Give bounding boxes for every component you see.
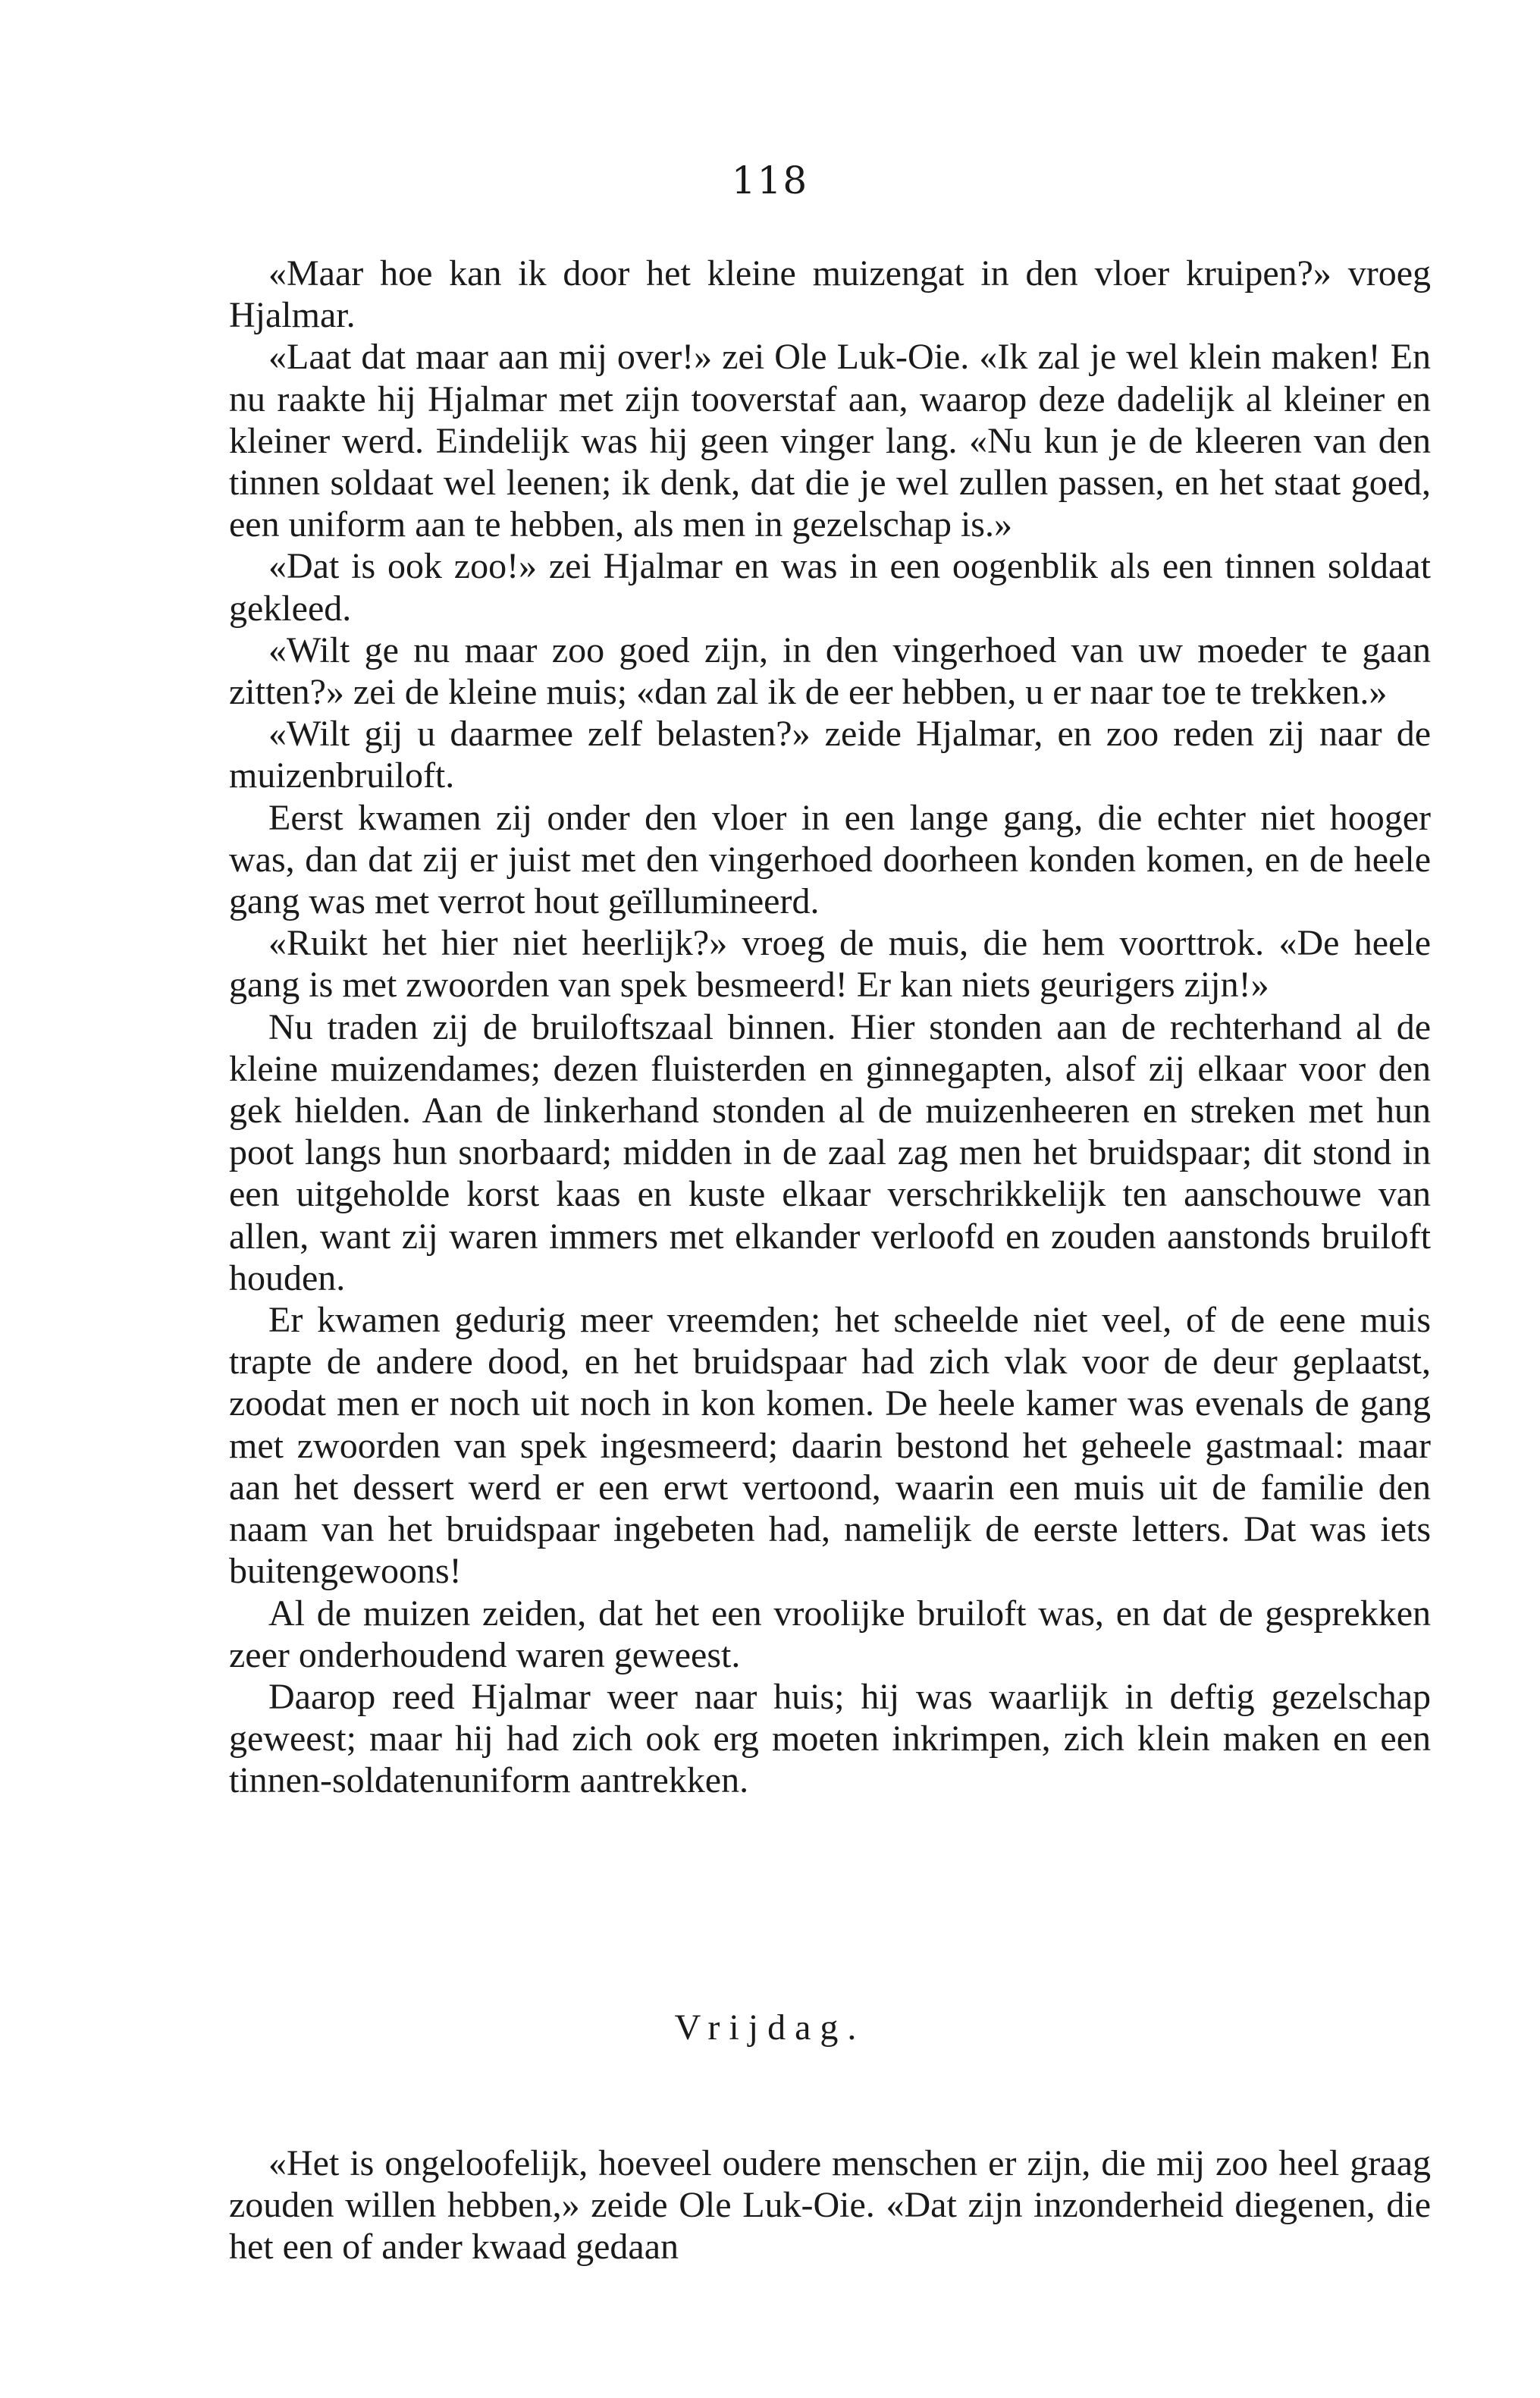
paragraph: «Maar hoe kan ik door het kleine muizengat in den vloer kruipen?» vroeg Hjalmar. — [229, 253, 1431, 336]
paragraph: Nu traden zij de bruiloftszaal binnen. Hier stonden aan de rechterhand al de kleine muizendames; dezen fluisterden en ginnegapten, alsof zij elkaar voor den gek hielden. Aan de linkerhand stonden al de muizenheeren en streken met hun poot langs hun snorbaard; midden in de zaal zag men het bruidspaar; dit stond in een uitgeholde korst kaas en kuste elkaar verschrikkelijk ten aanschouwe van allen, want zij waren immers met elkander verloofd en zouden aanstonds bruiloft houden. — [229, 1006, 1431, 1298]
paragraph: Daarop reed Hjalmar weer naar huis; hij was waarlijk in deftig gezelschap geweest; maar hij had zich ook erg moeten inkrimpen, zich klein maken en een tinnen-soldatenuniform aantrekken. — [229, 1676, 1431, 1801]
body-text — [229, 253, 1431, 1802]
paragraph: «Het is ongeloofelijk, hoeveel oudere menschen er zijn, die mij zoo heel graag zouden willen hebben,» zeide Ole Luk-Oie. «Dat zijn inzonderheid diegenen, die het een of ander kwaad gedaan — [229, 2143, 1431, 2268]
paragraph: Al de muizen zeiden, dat het een vroolijke bruiloft was, en dat de gesprekken zeer onderhoudend waren geweest. — [229, 1593, 1431, 1675]
page-number: 118 — [731, 159, 809, 202]
paragraph: «Laat dat maar aan mij over!» zei Ole Luk-Oie. «Ik zal je wel klein maken! En nu raakte hij Hjalmar met zijn tooverstaf aan, waarop deze dadelijk al kleiner en kleiner werd. Eindelijk was hij geen vinger lang. «Nu kun je de kleeren van den tinnen soldaat wel leenen; ik denk, dat die je wel zullen passen, en het staat goed, een uniform aan te hebben, als men in gezelschap is.» — [229, 337, 1431, 545]
paragraph: «Dat is ook zoo!» zei Hjalmar en was in een oogenblik als een tinnen soldaat gekleed. — [229, 546, 1431, 629]
paragraph: «Wilt gij u daarmee zelf belasten?» zeide Hjalmar, en zoo reden zij naar de muizenbruiloft. — [229, 714, 1431, 796]
section-body-text — [229, 2142, 1431, 2268]
paragraph: «Ruikt het hier niet heerlijk?» vroeg de muis, die hem voorttrok. «De heele gang is met zwoorden van spek besmeerd! Er kan niets geurigers zijn!» — [229, 923, 1431, 1006]
paragraph: Er kwamen gedurig meer vreemden; het scheelde niet veel, of de eene muis trapte de andere dood, en het bruidspaar had zich vlak voor de deur geplaatst, zoodat men er noch uit noch in kon komen. De heele kamer was evenals de gang met zwoorden van spek ingesmeerd; daarin bestond het geheele gastmaal: maar aan het dessert werd er een erwt vertoond, waarin een muis uit de familie den naam van het bruidspaar ingebeten had, namelijk de eerste letters. Dat was iets buitengewoons! — [229, 1300, 1431, 1592]
paragraph: «Wilt ge nu maar zoo goed zijn, in den vingerhoed van uw moeder te gaan zitten?» zei de kleine muis; «dan zal ik de eer hebben, u er naar toe te trekken.» — [229, 629, 1431, 713]
paragraph: Eerst kwamen zij onder den vloer in een lange gang, die echter niet hooger was, dan dat zij er juist met den vingerhoed doorheen konden komen, en de heele gang was met verrot hout geïllumineerd. — [229, 797, 1431, 922]
section-heading: Vrijdag. — [674, 2007, 866, 2048]
